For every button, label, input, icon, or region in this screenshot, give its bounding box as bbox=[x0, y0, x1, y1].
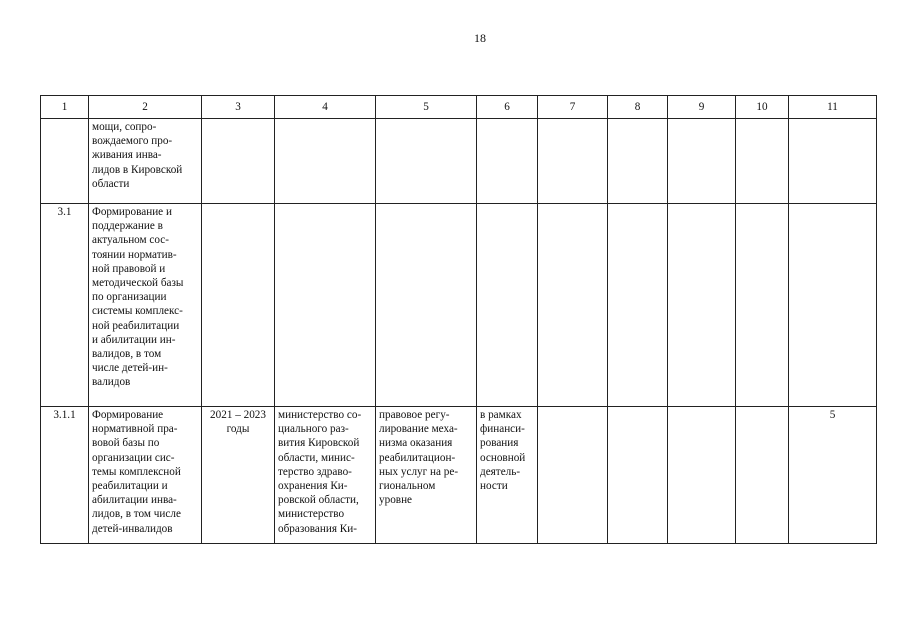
table-row bbox=[41, 119, 877, 204]
column-header: 8 bbox=[608, 96, 668, 119]
column-header: 4 bbox=[275, 96, 376, 119]
table-row bbox=[41, 407, 877, 544]
result-cell: правовое регу- лирование меха- низма оказания реабилитацион- ных услуг на ре- гиональном уровне bbox=[376, 407, 477, 544]
empty-cell bbox=[608, 119, 668, 204]
executor-cell: министерство со- циального раз- вития Кировской области, минис- терство здраво- охранения Ки- ровской области, министерство образования Ки- bbox=[275, 407, 376, 544]
col11-cell bbox=[789, 204, 877, 407]
empty-cell bbox=[736, 204, 789, 407]
column-header: 10 bbox=[736, 96, 789, 119]
empty-cell bbox=[668, 407, 736, 544]
executor-cell bbox=[275, 119, 376, 204]
funding-cell bbox=[477, 119, 538, 204]
column-header: 11 bbox=[789, 96, 877, 119]
row-number: 3.1 bbox=[41, 204, 89, 407]
plan-table bbox=[40, 95, 877, 544]
funding-cell bbox=[477, 204, 538, 407]
row-number: 3.1.1 bbox=[41, 407, 89, 544]
row-number bbox=[41, 119, 89, 204]
measure-name: Формирование нормативной пра- вовой базы по организации сис- темы комплексной реабилитации и абилитации инва- лидов, в том числе детей-инвалидов bbox=[89, 407, 202, 544]
column-header: 3 bbox=[202, 96, 275, 119]
empty-cell bbox=[668, 204, 736, 407]
empty-cell bbox=[668, 119, 736, 204]
period-cell bbox=[202, 204, 275, 407]
empty-cell bbox=[538, 407, 608, 544]
column-header: 9 bbox=[668, 96, 736, 119]
result-cell bbox=[376, 204, 477, 407]
measure-name: Формирование и поддержание в актуальном сос- тоянии норматив- ной правовой и методической базы по организации системы комплекс- ной реабилитации и абилитации ин- валидов, в том числе детей-ин- валидов bbox=[89, 204, 202, 407]
executor-cell bbox=[275, 204, 376, 407]
table-row bbox=[41, 204, 877, 407]
period-cell: 2021 – 2023 годы bbox=[202, 407, 275, 544]
column-header: 6 bbox=[477, 96, 538, 119]
col11-cell bbox=[789, 119, 877, 204]
column-header: 2 bbox=[89, 96, 202, 119]
table-header-row bbox=[41, 96, 877, 119]
column-header: 5 bbox=[376, 96, 477, 119]
column-header: 7 bbox=[538, 96, 608, 119]
empty-cell bbox=[736, 119, 789, 204]
page-number: 18 bbox=[474, 31, 486, 45]
column-header: 1 bbox=[41, 96, 89, 119]
empty-cell bbox=[538, 119, 608, 204]
result-cell bbox=[376, 119, 477, 204]
empty-cell bbox=[608, 204, 668, 407]
period-cell bbox=[202, 119, 275, 204]
empty-cell bbox=[538, 204, 608, 407]
funding-cell: в рамках финанси- рования основной деятель- ности bbox=[477, 407, 538, 544]
empty-cell bbox=[608, 407, 668, 544]
measure-name: мощи, сопро- вождаемого про- живания инва- лидов в Кировской области bbox=[89, 119, 202, 204]
empty-cell bbox=[736, 407, 789, 544]
col11-cell: 5 bbox=[789, 407, 877, 544]
